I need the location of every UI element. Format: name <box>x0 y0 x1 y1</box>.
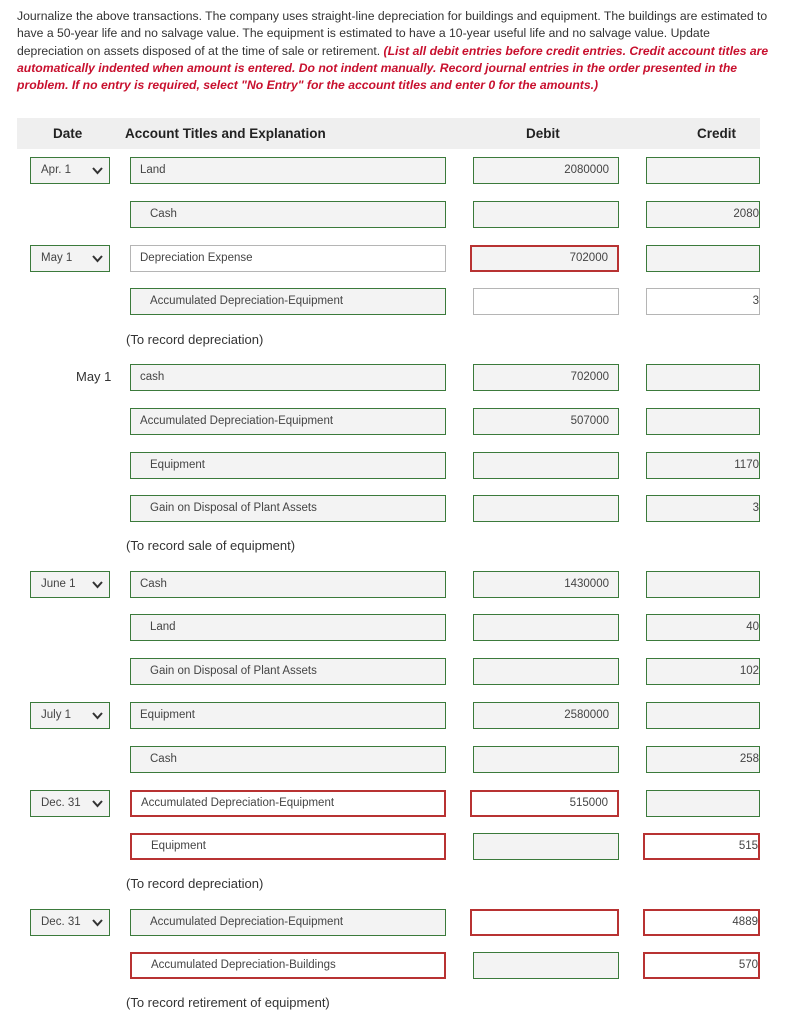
date-select[interactable] <box>30 909 110 936</box>
credit-input[interactable] <box>646 408 760 435</box>
credit-input[interactable] <box>646 571 760 598</box>
debit-input[interactable] <box>473 452 619 479</box>
credit-input[interactable] <box>646 157 760 184</box>
credit-input[interactable]: 102 <box>646 658 760 685</box>
credit-input[interactable] <box>646 364 760 391</box>
chevron-down-icon <box>92 919 103 927</box>
account-input[interactable]: Cash <box>130 746 446 773</box>
chevron-down-icon <box>92 581 103 589</box>
account-input[interactable]: Accumulated Depreciation-Equipment <box>130 790 446 817</box>
credit-input[interactable] <box>646 245 760 272</box>
debit-input[interactable] <box>473 658 619 685</box>
account-input[interactable]: Land <box>130 614 446 641</box>
instructions <box>17 8 777 94</box>
debit-input[interactable] <box>473 201 619 228</box>
account-input[interactable]: cash <box>130 364 446 391</box>
account-input[interactable]: Equipment <box>130 452 446 479</box>
credit-input[interactable] <box>646 790 760 817</box>
account-input[interactable]: Accumulated Depreciation-Equipment <box>130 288 446 315</box>
header-credit: Credit <box>697 126 737 141</box>
credit-input[interactable]: 258 <box>646 746 760 773</box>
credit-input[interactable]: 3 <box>646 288 760 315</box>
credit-input[interactable]: 4889 <box>643 909 760 936</box>
debit-input[interactable]: 702000 <box>473 364 619 391</box>
date-select[interactable] <box>30 157 110 184</box>
instructions-emphasis: (List all debit entries before credit entries. Credit account titles are automatically indented when amount is entered. Do not indent manually. Record journal entries in the order presented in the problem. If no entry is required, select "No Entry" for the account titles and enter 0 for the amounts.) <box>17 43 769 93</box>
credit-input[interactable]: 515 <box>643 833 760 860</box>
date-select[interactable] <box>30 245 110 272</box>
debit-input[interactable]: 1430000 <box>473 571 619 598</box>
date-value: July 1 <box>41 709 72 721</box>
debit-input[interactable] <box>473 614 619 641</box>
credit-input[interactable]: 1170 <box>646 452 760 479</box>
header-account: Account Titles and Explanation <box>125 126 326 141</box>
account-input[interactable]: Accumulated Depreciation-Equipment <box>130 909 446 936</box>
debit-input[interactable] <box>473 288 619 315</box>
debit-input[interactable] <box>473 746 619 773</box>
table-header <box>17 118 760 149</box>
instructions-text: Journalize the above transactions. The company uses straight-line depreciation for buildings and equipment. The buildings are estimated to have a 50-year life and no salvage value. The equipment is estimated to have a 10-year useful life and no salvage value. Update depreciation on assets disposed of at the time of sale or retirement. <box>17 9 768 58</box>
debit-input[interactable] <box>473 495 619 522</box>
credit-input[interactable]: 3 <box>646 495 760 522</box>
account-input[interactable]: Equipment <box>130 702 446 729</box>
debit-input[interactable] <box>470 909 619 936</box>
date-label: May 1 <box>76 369 112 384</box>
date-value: May 1 <box>41 252 73 264</box>
header-date: Date <box>53 126 83 141</box>
chevron-down-icon <box>92 712 103 720</box>
entry-note: (To record retirement of equipment) <box>126 995 330 1010</box>
debit-input[interactable]: 507000 <box>473 408 619 435</box>
header-debit: Debit <box>526 126 560 141</box>
account-input[interactable]: Accumulated Depreciation-Equipment <box>130 408 446 435</box>
chevron-down-icon <box>92 167 103 175</box>
date-select[interactable] <box>30 790 110 817</box>
account-input[interactable]: Depreciation Expense <box>130 245 446 272</box>
account-input[interactable]: Gain on Disposal of Plant Assets <box>130 658 446 685</box>
account-input[interactable]: Land <box>130 157 446 184</box>
date-select[interactable] <box>30 571 110 598</box>
date-value: Apr. 1 <box>41 164 72 176</box>
debit-input[interactable] <box>473 952 619 979</box>
date-select[interactable] <box>30 702 110 729</box>
account-input[interactable]: Cash <box>130 201 446 228</box>
credit-input[interactable] <box>646 702 760 729</box>
chevron-down-icon <box>92 255 103 263</box>
date-value: June 1 <box>41 578 76 590</box>
debit-input[interactable] <box>473 833 619 860</box>
chevron-down-icon <box>92 800 103 808</box>
debit-input[interactable]: 2080000 <box>473 157 619 184</box>
account-input[interactable]: Accumulated Depreciation-Buildings <box>130 952 446 979</box>
credit-input[interactable]: 2080 <box>646 201 760 228</box>
date-value: Dec. 31 <box>41 916 81 928</box>
entry-note: (To record depreciation) <box>126 876 264 891</box>
debit-input[interactable]: 515000 <box>470 790 619 817</box>
date-value: Dec. 31 <box>41 797 81 809</box>
entry-note: (To record sale of equipment) <box>126 538 296 553</box>
entry-note: (To record depreciation) <box>126 332 264 347</box>
account-input[interactable]: Cash <box>130 571 446 598</box>
debit-input[interactable]: 702000 <box>470 245 619 272</box>
account-input[interactable]: Equipment <box>130 833 446 860</box>
debit-input[interactable]: 2580000 <box>473 702 619 729</box>
credit-input[interactable]: 40 <box>646 614 760 641</box>
credit-input[interactable]: 570 <box>643 952 760 979</box>
account-input[interactable]: Gain on Disposal of Plant Assets <box>130 495 446 522</box>
